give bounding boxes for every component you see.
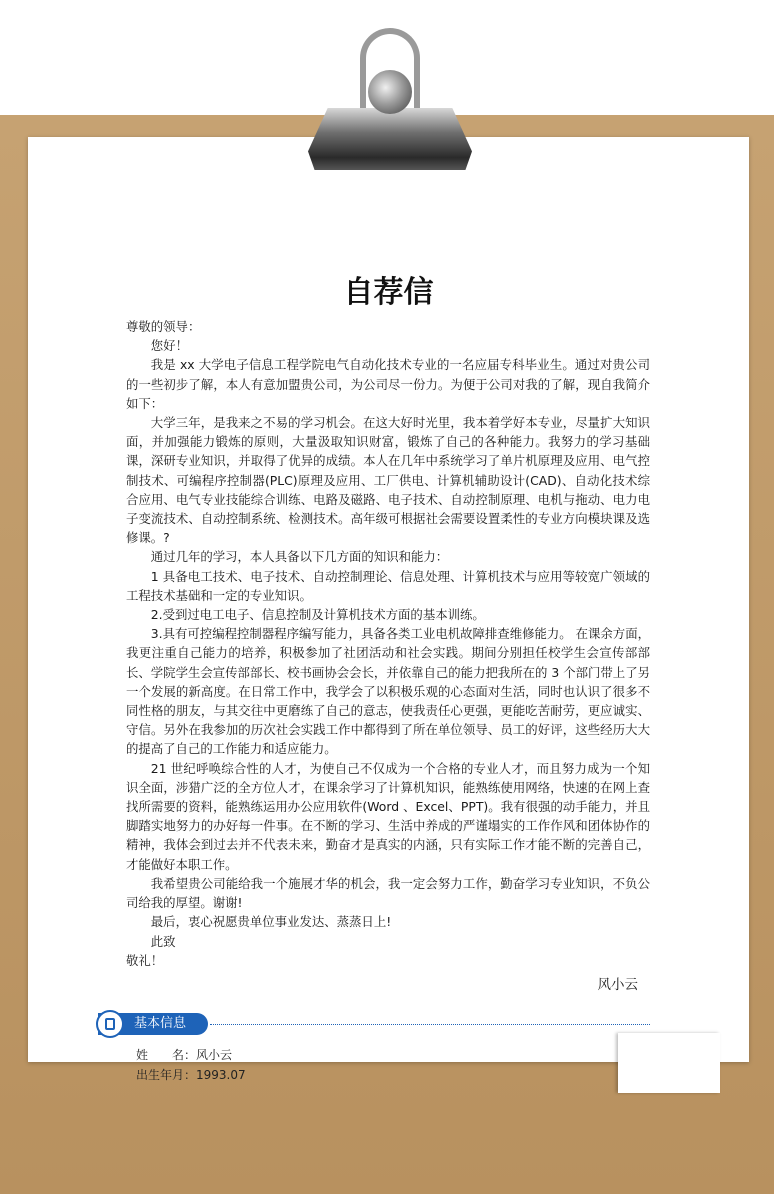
closing: 敬礼！: [126, 952, 164, 968]
paragraph-cizhi: 此致: [150, 933, 176, 949]
resume-paper: [28, 137, 749, 1082]
info-label: 姓 名：: [136, 1048, 197, 1062]
paragraph-study: 大学三年，是我来之不易的学习机会。在这大好时光里，我本着学好本专业，尽量扩大知识面，并加强能力锻炼的原则，大量汲取知识财富，锻炼了自己的各种能力。我努力的学习基础课，深研专业知识，并取得了优异的成绩。本人在几年中系统学习了单片机原理及应用、电气控制技术、可编程序控制器(PLC)原理及应用、工厂供电、计算机辅助设计(CAD)、自动化技术综合应用、电气专业技能综合训练、电路及磁路、电子技术、自动控制原理、电机与拖动、电力电子变流技术、自动控制系统、检测技术。高年级可根据社会需要设置柔性的专业方向模块课及选修课。?: [126, 415, 650, 546]
signature: 风小云: [597, 976, 638, 993]
info-value: 风小云: [196, 1048, 233, 1062]
salutation: 尊敬的领导：: [126, 319, 201, 334]
basic-info-heading: 基本信息: [98, 1013, 208, 1035]
clip-knob: [368, 70, 412, 114]
info-row-name: [136, 1046, 232, 1063]
paragraph-ability-1: 1 具备电工技术、电子技术、自动控制理论、信息处理、计算机技术与应用等较宽广领域的工程技术基础和一定的专业知识。: [126, 568, 650, 603]
page-title: 自荐信: [343, 275, 434, 311]
cover-letter: [126, 317, 650, 995]
basic-info-section: [98, 1013, 678, 1082]
paragraph-hope: 我希望贵公司能给我一个施展才华的机会，我一定会努力工作，勤奋学习专业知识，不负公司给我的厚望。谢谢!: [126, 875, 650, 911]
greeting: 您好！: [150, 338, 188, 354]
paragraph-ability-3: 3.具有可控编程控制器程序编写能力，具备各类工业电机故障排查维修能力。 在课余方面，我更注重自己能力的培养，积极参加了社团活动和社会实践。期间分别担任校学生会宣传部部长、学院学生会宣传部部长、校书画协会会长，并依靠自己的能力把我所在的 3 个部门带上了另一个发展的新高度。在日常工作中，我学会了以积极乐观的心态面对生活，同时也认识了很多不同性格的朋友，与其交往中更磨练了自己的意志，使我责任心更强，更能吃苦耐劳，更应诚实、守信。另外在我参加的历次社会实践工作中都得到了所在单位领导、员工的好评，这些经历大大的提高了自己的工作能力和适应能力。: [126, 626, 650, 757]
binder-clip-icon: [300, 28, 480, 178]
info-value: 1993.07: [196, 1068, 246, 1082]
clip-body: [308, 108, 472, 170]
paragraph-ability-2: 2.受到过电工电子、信息控制及计算机技术方面的基本训练。: [150, 607, 485, 623]
paragraph-intro: 我是 xx 大学电子信息工程学院电气自动化技术专业的一名应届专科毕业生。通过对贵公司的一些初步了解，本人有意加盟贵公司，为公司尽一份力。为便于公司对我的了解，现自我简介如下：: [126, 357, 650, 411]
info-label: 出生年月：: [136, 1068, 197, 1082]
info-row-birth: [136, 1066, 246, 1083]
photo-placeholder: [618, 1033, 720, 1093]
paragraph-abilities-intro: 通过几年的学习，本人具备以下几方面的知识和能力：: [150, 549, 449, 565]
paragraph-wish: 最后，衷心祝愿贵单位事业发达、蒸蒸日上!: [150, 914, 392, 930]
document-icon: [96, 1010, 124, 1038]
paragraph-21st-century: 21 世纪呼唤综合性的人才，为使自己不仅成为一个合格的专业人才，而且努力成为一个知识全面，涉猎广泛的全方位人才，在课余学习了计算机知识，能熟练使用网络，快速的在网上查找所需要的资料，能熟练运用办公应用软件(Word 、Excel、PPT)。我有很强的动手能力，并且脚踏实地努力的办好每一件事。在不断的学习、生活中养成的严谨塌实的工作作风和团体协作的精神，我体会到过去并不代表未来，勤奋才是真实的内涵，只有实际工作才能不断的完善自己，才能做好本职工作。: [126, 760, 650, 872]
section-divider: [210, 1024, 650, 1025]
